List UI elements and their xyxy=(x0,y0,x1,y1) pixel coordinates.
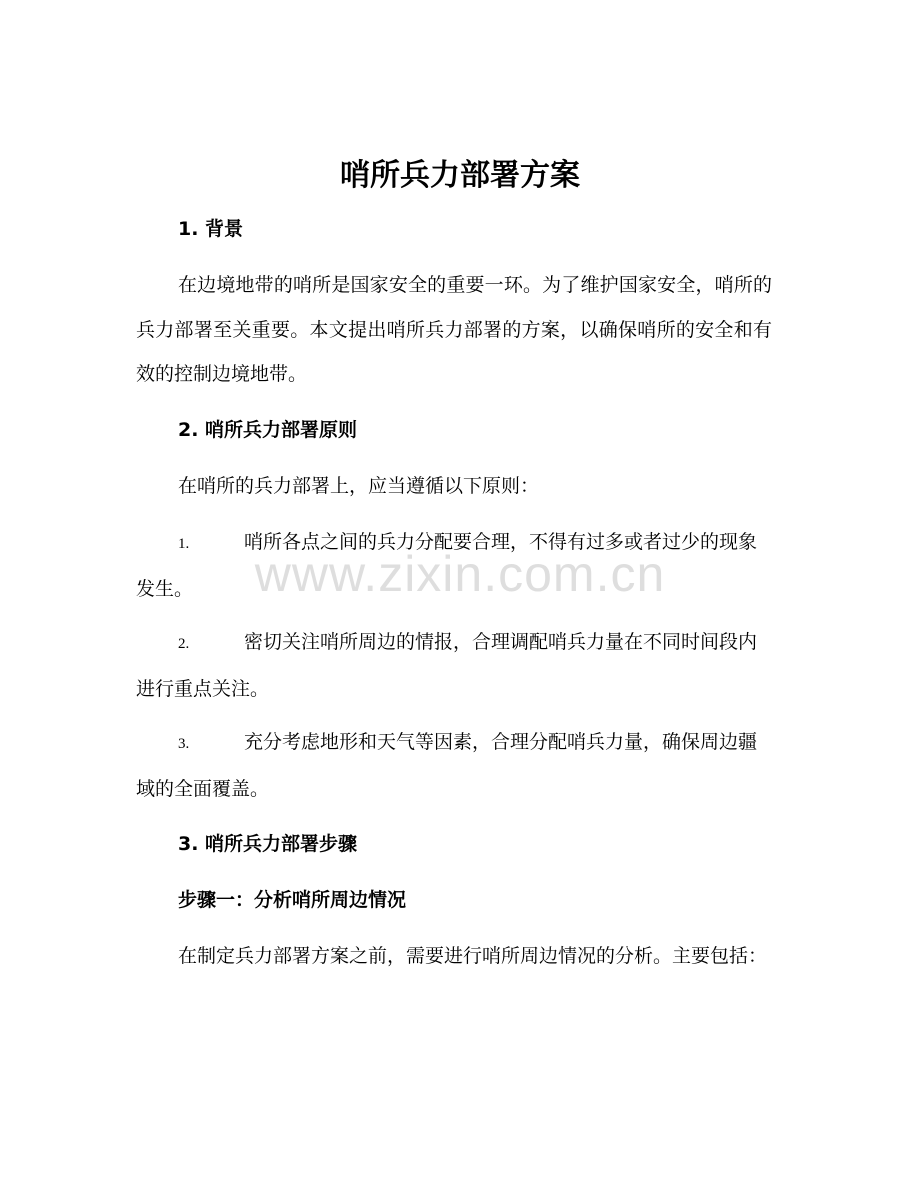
principle-item-3 xyxy=(136,720,772,811)
step-one-paragraph: 在制定兵力部署方案之前，需要进行哨所周边情况的分析。主要包括： xyxy=(178,945,768,967)
step-one-heading: 步骤一：分析哨所周边情况 xyxy=(178,889,407,911)
document-title: 哨所兵力部署方案 xyxy=(340,158,580,193)
list-number: 3. xyxy=(178,736,190,752)
principle-item-1 xyxy=(136,520,772,611)
principle-item-2 xyxy=(136,620,772,711)
list-number: 1. xyxy=(178,536,190,552)
section-heading-steps: 3. 哨所兵力部署步骤 xyxy=(178,833,358,855)
watermark-text: www.zixin.com.cn xyxy=(254,546,666,602)
principles-intro-paragraph: 在哨所的兵力部署上，应当遵循以下原则： xyxy=(178,475,540,497)
list-number: 2. xyxy=(178,636,190,652)
list-item-text: 密切关注哨所周边的情报，合理调配哨兵力量在不同时间段内进行重点关注。 xyxy=(136,631,758,700)
section-heading-principles: 2. 哨所兵力部署原则 xyxy=(178,419,358,441)
section-heading-background: 1. 背景 xyxy=(178,218,244,240)
background-paragraph: 在边境地带的哨所是国家安全的重要一环。为了维护国家安全，哨所的兵力部署至关重要。本文提出哨所兵力部署的方案，以确保哨所的安全和有效的控制边境地带。 xyxy=(136,274,772,385)
list-item-text: 哨所各点之间的兵力分配要合理，不得有过多或者过少的现象发生。 xyxy=(136,531,758,600)
list-item-text: 充分考虑地形和天气等因素，合理分配哨兵力量，确保周边疆域的全面覆盖。 xyxy=(136,731,758,800)
